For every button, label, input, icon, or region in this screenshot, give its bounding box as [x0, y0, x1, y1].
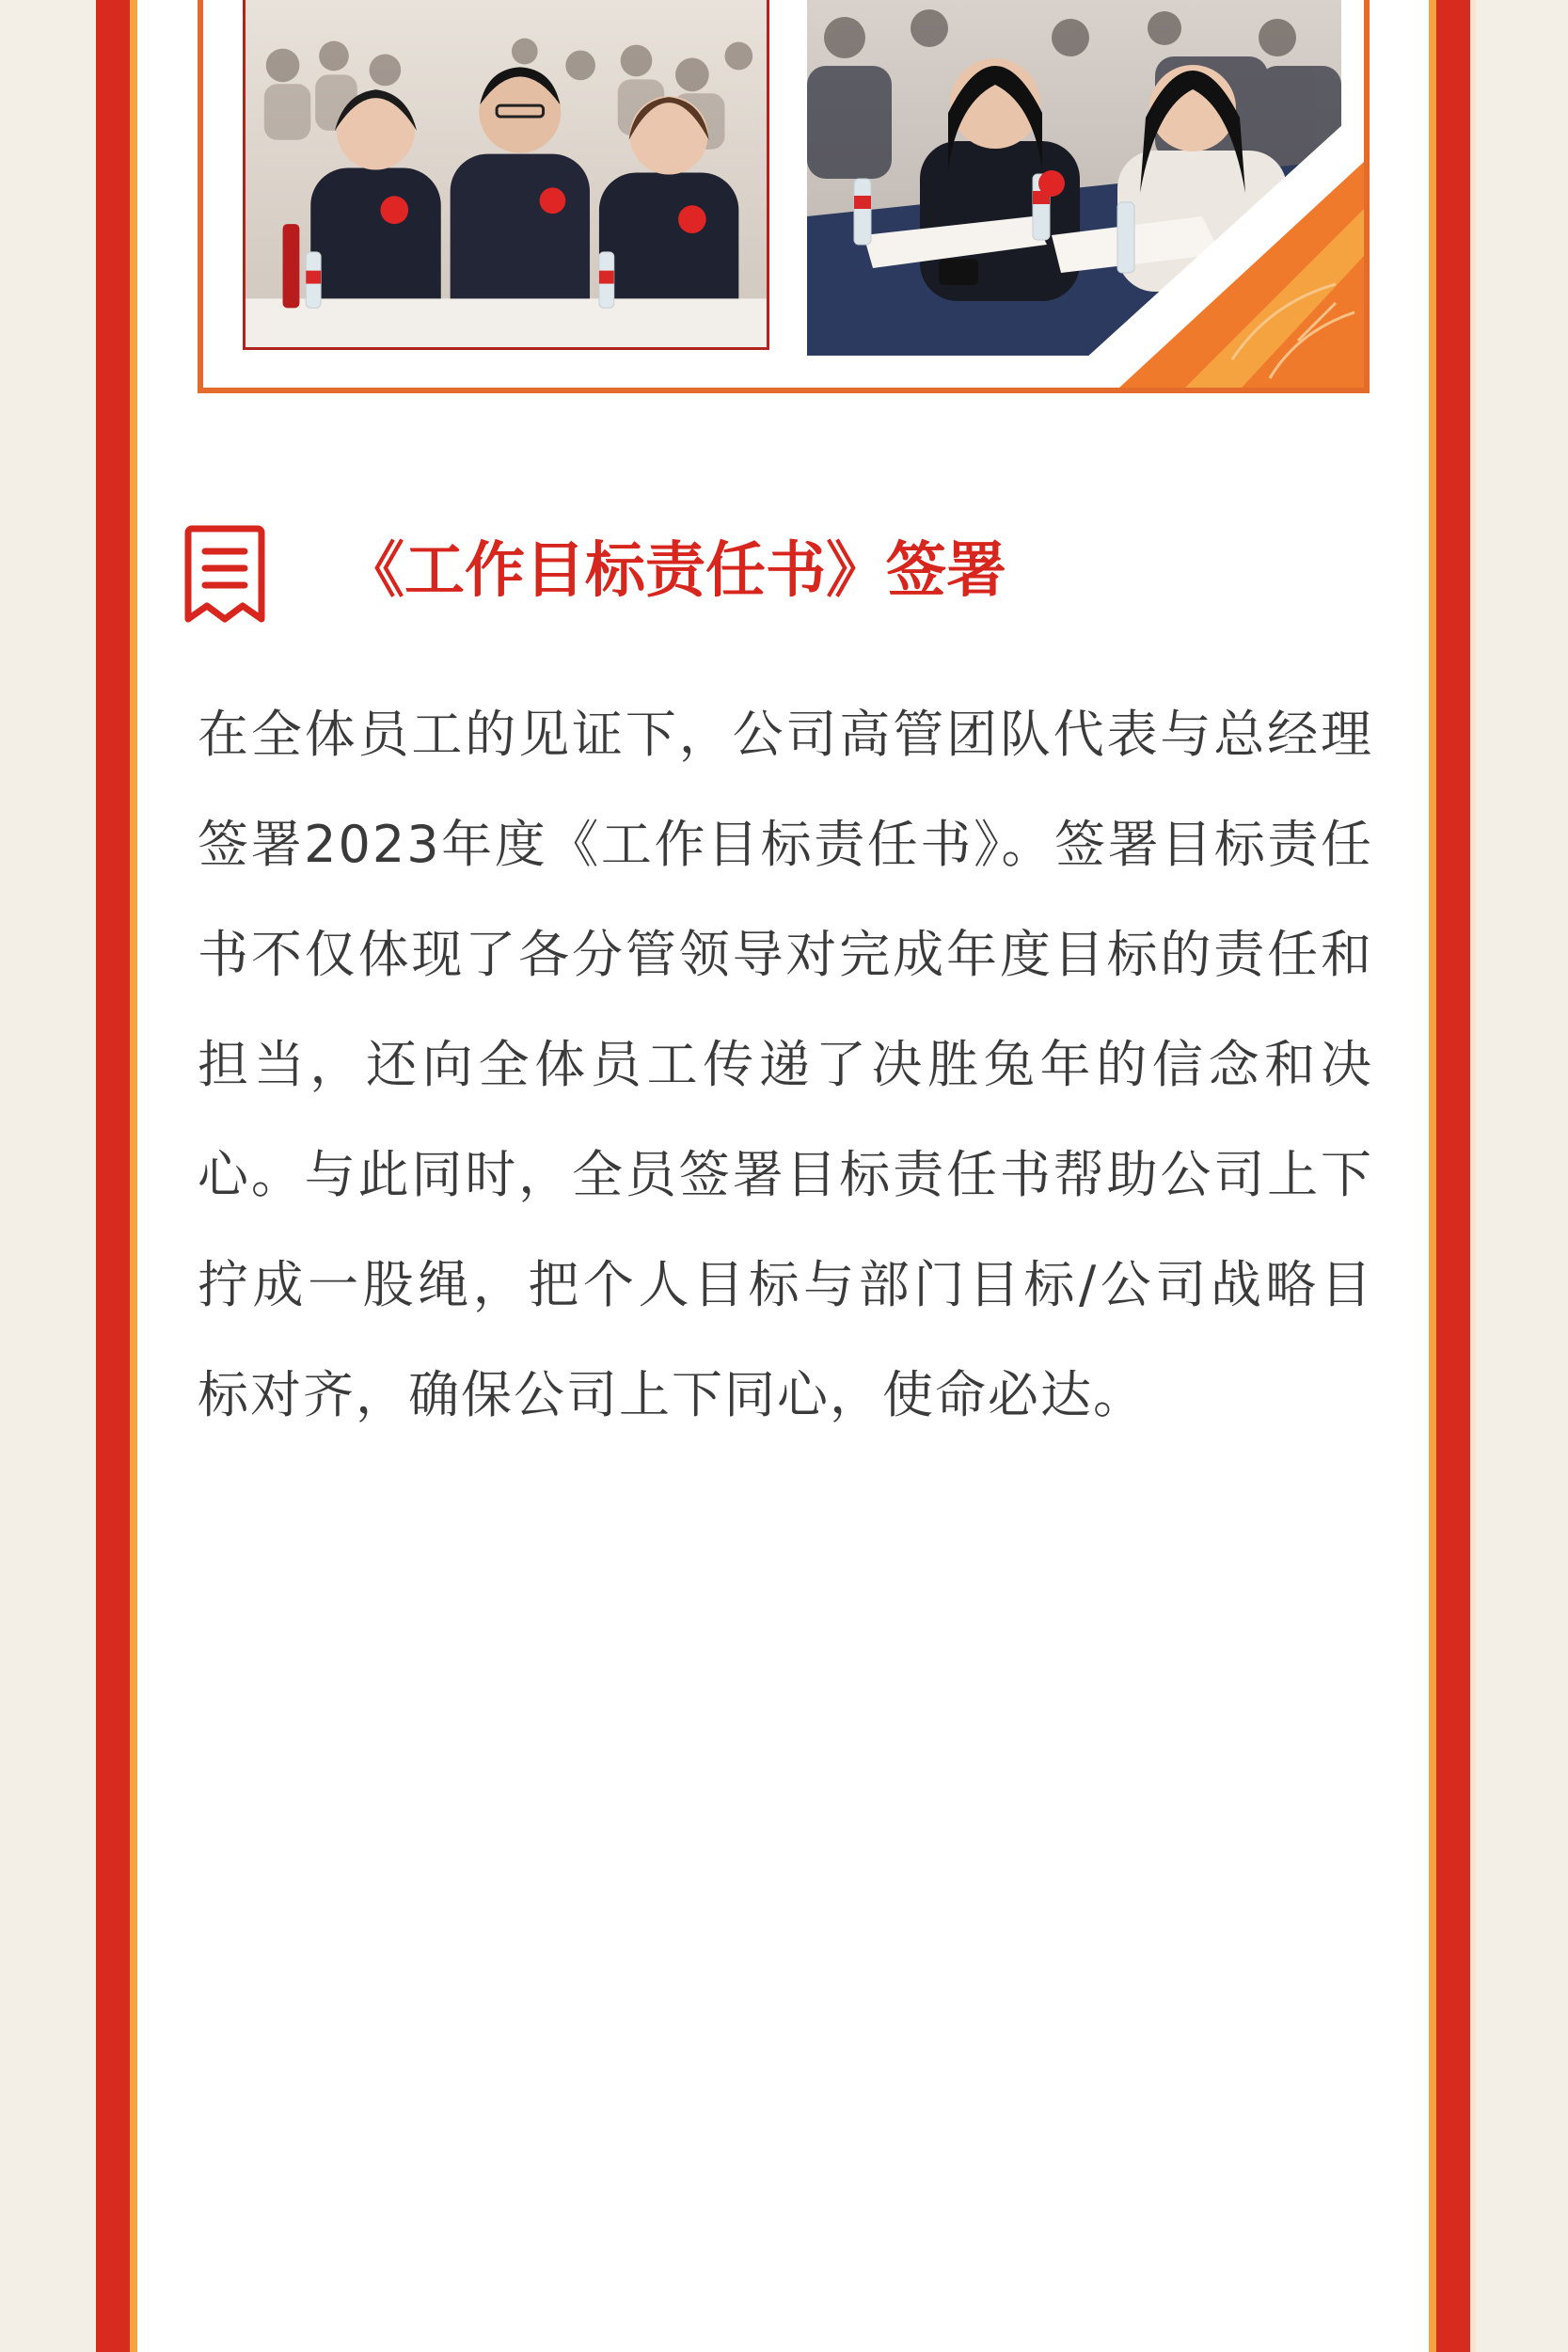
corner-decoration — [1053, 105, 1364, 388]
frame-right-accent — [1429, 0, 1436, 2352]
event-photo-attendees — [243, 0, 769, 350]
article-paragraph: 在全体员工的见证下，公司高管团队代表与总经理签署2023年度《工作目标责任书》。签署目标责任书不仅体现了各分管领导对完成年度目标的责任和担当，还向全体员工传递了决胜兔年的信念和决心。与此同时，全员签署目标责任书帮助公司上下拧成一股绳，把个人目标与部门目标/公司战略目标对齐，确保公司上下同心，使命必达。 — [198, 705, 1373, 1424]
frame-left-border — [96, 0, 130, 2352]
photo-panel — [198, 0, 1370, 393]
section-title: 《工作目标责任书》签署 — [344, 536, 1006, 606]
frame-left-accent — [130, 0, 137, 2352]
section-heading — [184, 519, 1407, 623]
frame-right-edge — [1470, 0, 1476, 2352]
frame-right-border — [1436, 0, 1470, 2352]
photo-attendees-illustration — [245, 0, 767, 347]
document-list-icon — [184, 523, 265, 623]
